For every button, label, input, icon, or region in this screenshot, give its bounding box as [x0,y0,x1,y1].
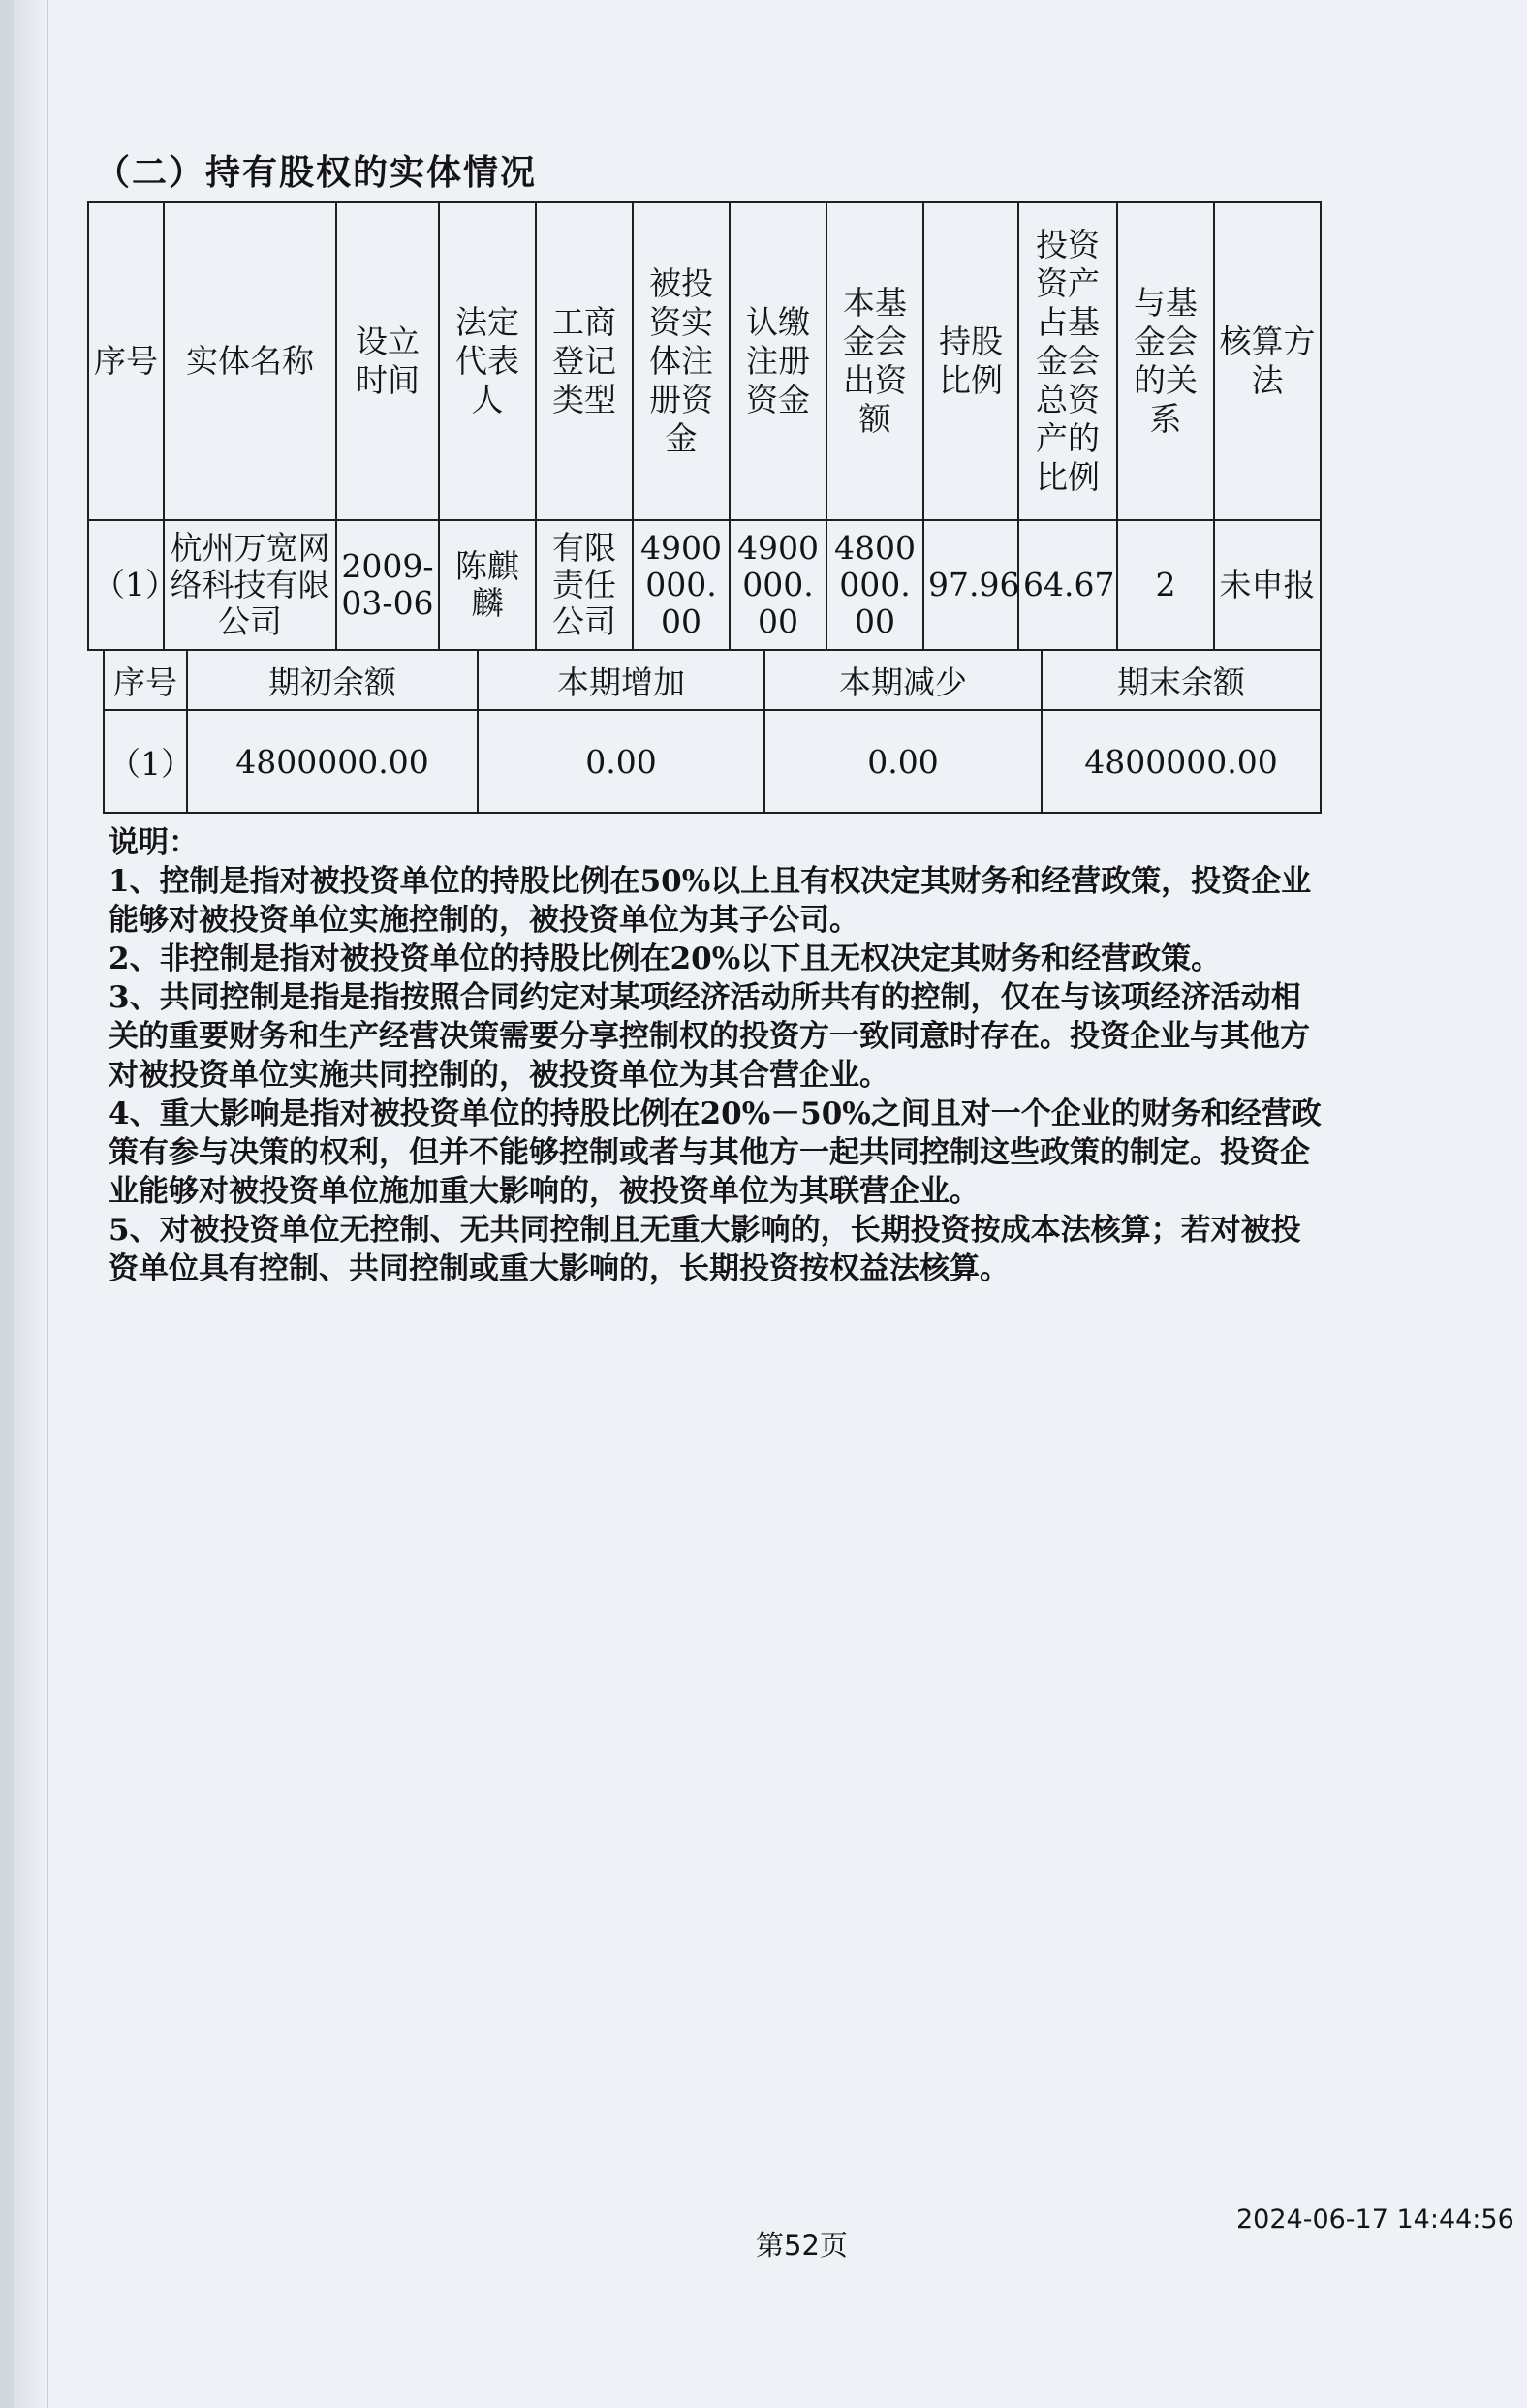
header-cell-opening-balance: 期初余额 [187,650,478,710]
header-cell-asset-ratio: 投资资产占基金会总资产的比例 [1018,202,1117,520]
header-cell-closing-balance: 期末余额 [1042,650,1321,710]
entity-table-header-row [88,202,1321,520]
balance-table [103,649,1322,814]
cell-reg-capital: 4900000.00 [633,520,730,650]
print-timestamp: 2024-06-17 14:44:56 [1236,2205,1514,2235]
header-cell-accounting-method: 核算方法 [1214,202,1321,520]
header-cell-legal-rep: 法定代表人 [439,202,536,520]
cell-entity-name: 杭州万宽网络科技有限公司 [164,520,336,650]
cell-closing-balance: 4800000.00 [1042,710,1321,813]
note-item-1: 1、控制是指对被投资单位的持股比例在50%以上且有权决定其财务和经营政策，投资企业能够对被投资单位实施控制的，被投资单位为其子公司。 [109,864,1312,938]
cell-relation: 2 [1117,520,1214,650]
header-cell-subscribed-capital: 认缴注册资金 [730,202,826,520]
notes-title: 说明： [109,825,199,860]
entity-table [87,201,1322,651]
cell-subscribed-capital: 4900000.00 [730,520,826,650]
page-number: 第52页 [756,2229,848,2262]
cell-seq: （1） [88,520,164,650]
cell-accounting-method: 未申报 [1214,520,1321,650]
header-cell-reg-type: 工商登记类型 [536,202,633,520]
cell-opening-balance: 4800000.00 [187,710,478,813]
header-cell-seq: 序号 [104,650,187,710]
table-row [88,520,1321,650]
header-cell-increase: 本期增加 [478,650,764,710]
table-row [104,710,1321,813]
cell-increase: 0.00 [478,710,764,813]
note-item-2: 2、非控制是指对被投资单位的持股比例在20%以下且无权决定其财务和经营政策。 [109,942,1222,976]
page-stack-edge [0,0,14,2408]
note-item-4: 4、重大影响是指对被投资单位的持股比例在20%－50%之间且对一个企业的财务和经营政策有参与决策的权利，但并不能够控制或者与其他方一起共同控制这些政策的制定。投资企业能够对被投资单位施加重大影响的，被投资单位为其联营企业。 [109,1096,1322,1209]
cell-established: 2009-03-06 [336,520,439,650]
header-cell-decrease: 本期减少 [764,650,1042,710]
section-title: （二）持有股权的实体情况 [95,152,538,193]
header-cell-seq: 序号 [88,202,164,520]
header-cell-share-ratio: 持股比例 [923,202,1018,520]
cell-decrease: 0.00 [764,710,1042,813]
cell-reg-type: 有限责任公司 [536,520,633,650]
page-edge-shadow [14,0,48,2408]
header-cell-established: 设立时间 [336,202,439,520]
cell-seq: （1） [104,710,187,813]
header-cell-entity-name: 实体名称 [164,202,336,520]
note-item-5: 5、对被投资单位无控制、无共同控制且无重大影响的，长期投资按成本法核算；若对被投资单位具有控制、共同控制或重大影响的，长期投资按权益法核算。 [109,1213,1301,1286]
cell-contribution: 4800000.00 [826,520,923,650]
note-item-3: 3、共同控制是指是指按照合同约定对某项经济活动所共有的控制，仅在与该项经济活动相关的重要财务和生产经营决策需要分享控制权的投资方一致同意时存在。投资企业与其他方对被投资单位实施共同控制的，被投资单位为其合营企业。 [109,980,1310,1093]
header-cell-relation: 与基金会的关系 [1117,202,1214,520]
header-cell-contribution: 本基金会出资额 [826,202,923,520]
balance-table-header-row [104,650,1321,710]
cell-asset-ratio: 64.67 [1018,520,1117,650]
cell-share-ratio: 97.96 [923,520,1018,650]
notes-section [109,823,1329,1288]
header-cell-reg-capital: 被投资实体注册资金 [633,202,730,520]
cell-legal-rep: 陈麒麟 [439,520,536,650]
